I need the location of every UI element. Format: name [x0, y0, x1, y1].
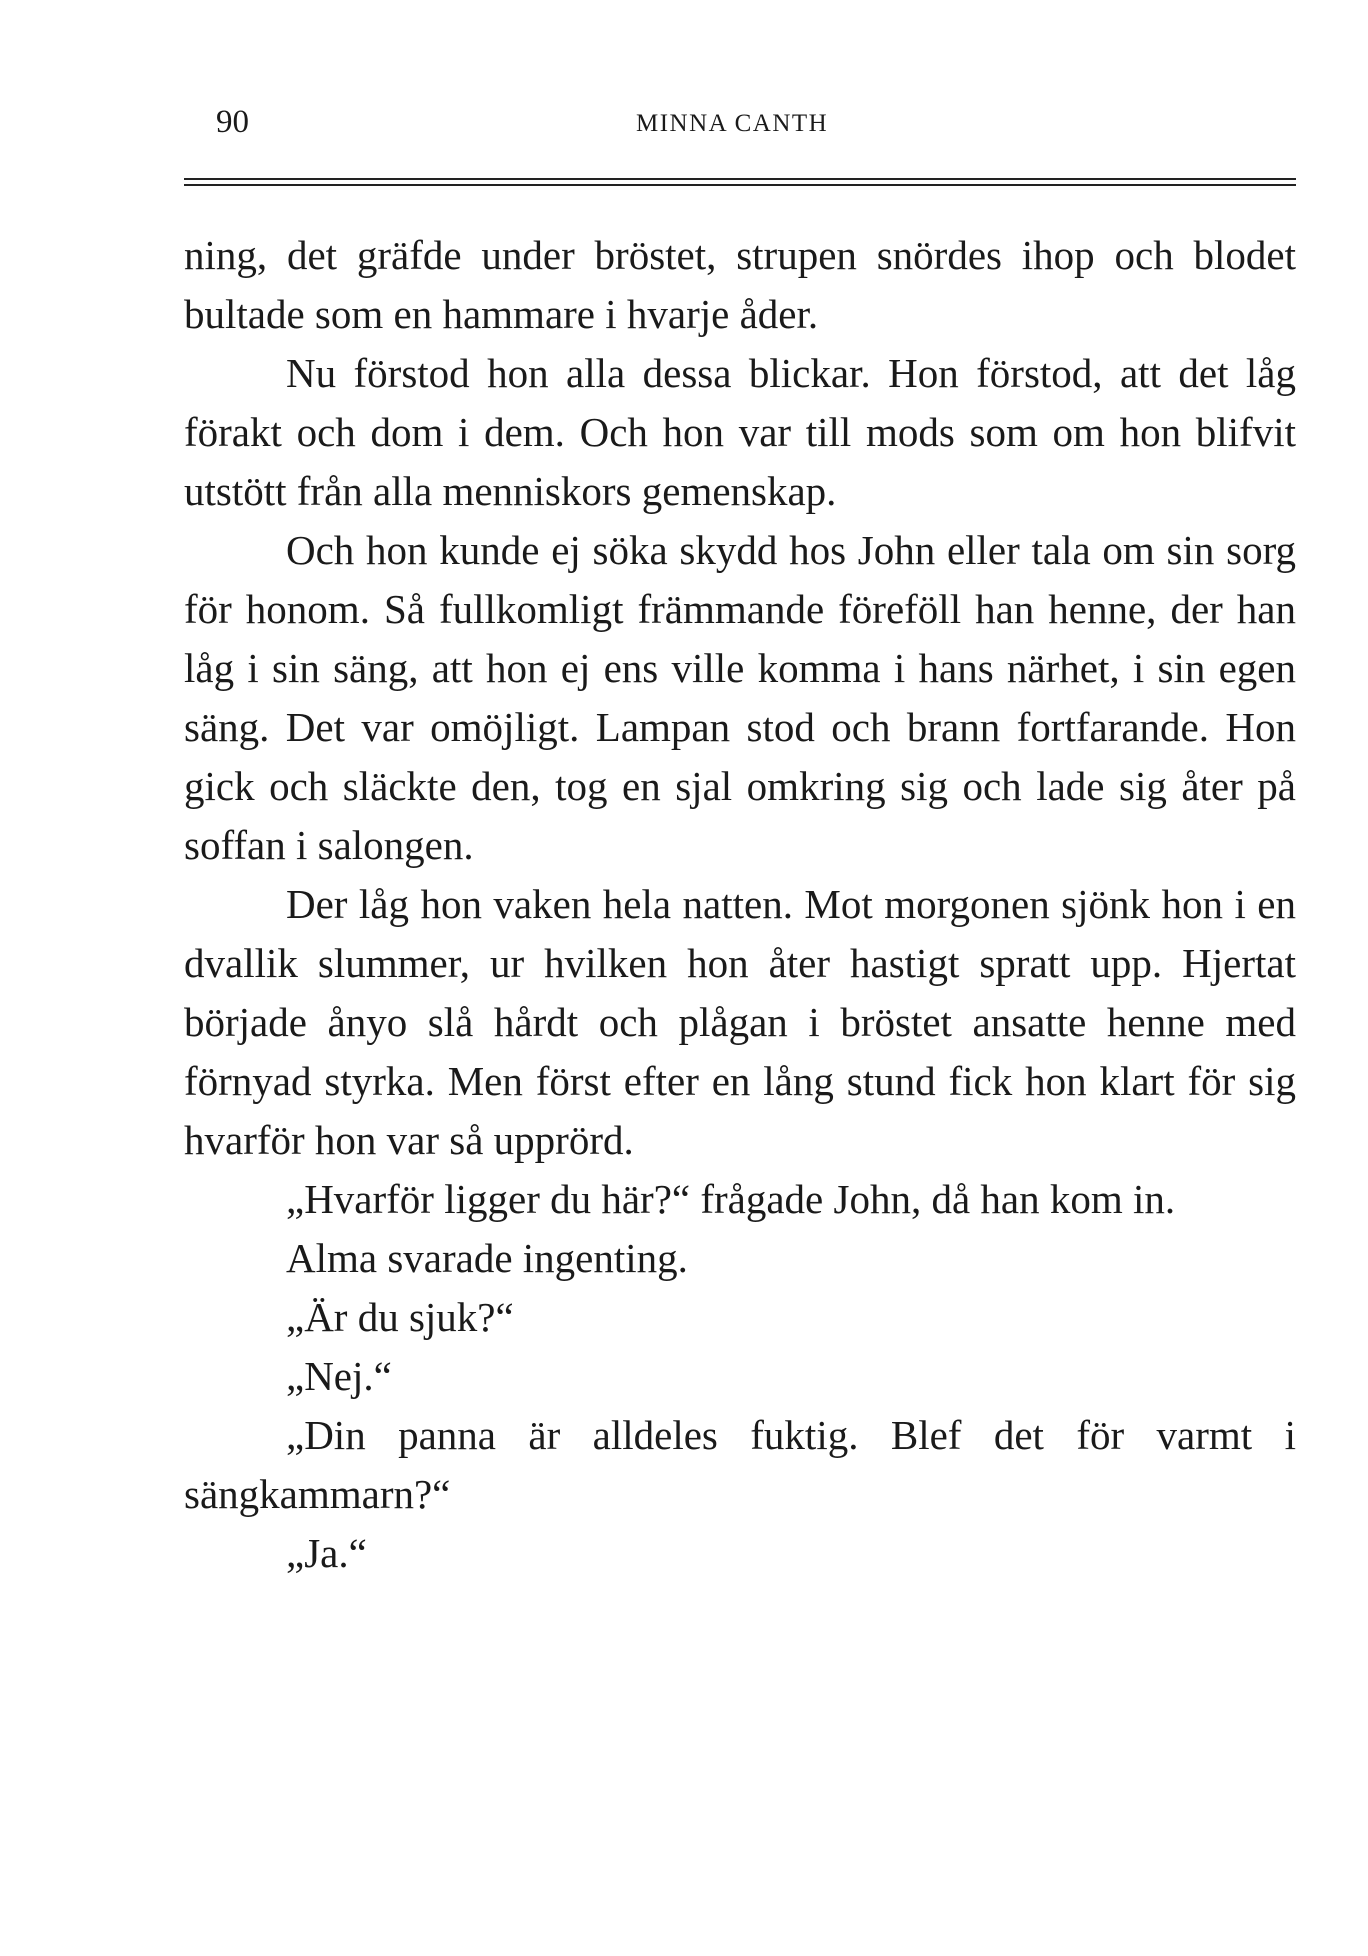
paragraph: „Din panna är alldeles fuktig. Blef det för varmt i sängkammarn?“ — [184, 1412, 1296, 1517]
header-rule-top — [184, 178, 1296, 180]
body-text — [184, 226, 1296, 1583]
paragraph: Och hon kunde ej söka skydd hos John eller tala om sin sorg för honom. Så fullkomligt främmande föreföll han henne, der han låg i sin säng, att hon ej ens ville komma i hans närhet, i sin egen säng. Det var omöjligt. Lampan stod och brann fortfarande. Hon gick och släckte den, tog en sjal omkring sig och lade sig åter på soffan i salongen. — [184, 527, 1296, 868]
running-title: MINNA CANTH — [636, 110, 829, 137]
paragraph: Der låg hon vaken hela natten. Mot morgonen sjönk hon i en dvallik slummer, ur hvilken hon åter hastigt spratt upp. Hjertat började ånyo slå hårdt och plågan i bröstet ansatte henne med förnyad styrka. Men först efter en lång stund fick hon klart för sig hvarför hon var så upprörd. — [184, 881, 1296, 1163]
paragraph: „Är du sjuk?“ — [286, 1294, 514, 1340]
paragraph: Nu förstod hon alla dessa blickar. Hon förstod, att det låg förakt och dom i dem. Och hon var till mods som om hon blifvit utstött från alla menniskors gemenskap. — [184, 350, 1296, 514]
paragraph: „Nej.“ — [286, 1353, 392, 1399]
header-rule-bottom — [184, 184, 1296, 186]
page-header — [184, 100, 1296, 150]
paragraph: Alma svarade ingenting. — [286, 1235, 688, 1281]
paragraph: „Ja.“ — [286, 1530, 367, 1576]
paragraph: ning, det gräfde under bröstet, strupen snördes ihop och blodet bultade som en hammare i hvarje åder. — [184, 232, 1296, 337]
page-number: 90 — [216, 104, 249, 140]
paragraph: „Hvarför ligger du här?“ frågade John, då han kom in. — [286, 1176, 1176, 1222]
